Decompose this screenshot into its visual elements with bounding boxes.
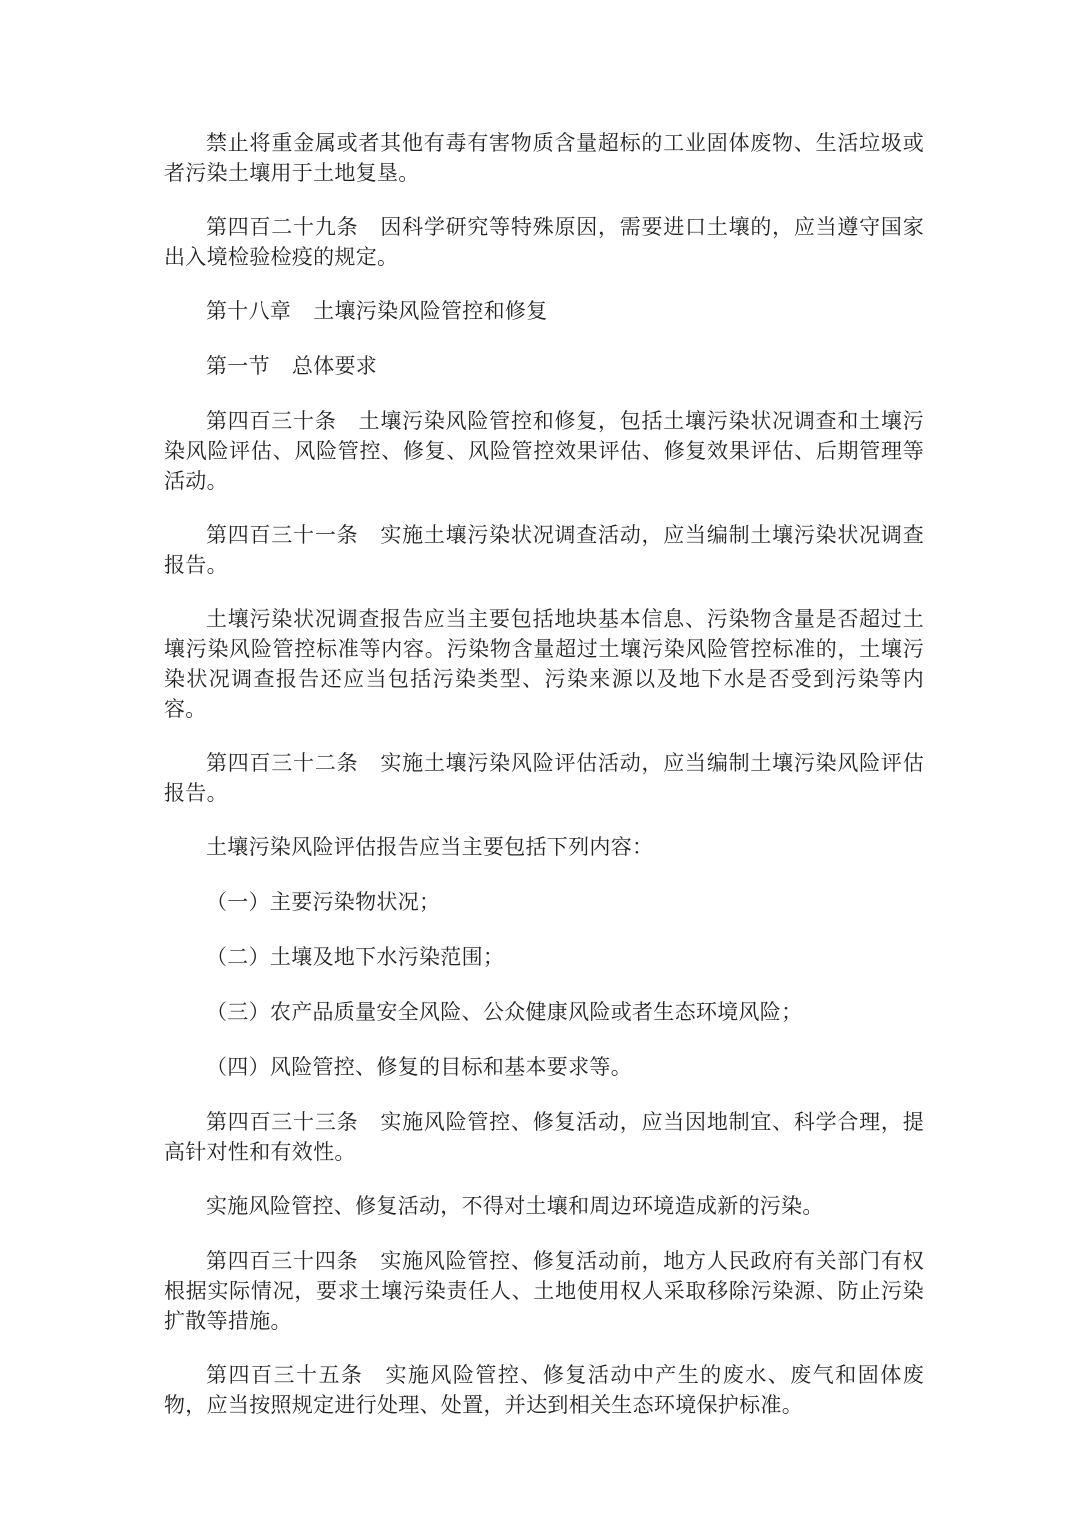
article-text: 实施风险管控、修复活动前，地方人民政府有关部门有权根据实际情况，要求土壤污染责任人、土地使用权人采取移除污染源、防止污染扩散等措施。 (164, 1249, 924, 1333)
article-number: 第四百三十三条 (206, 1110, 359, 1134)
document-page (164, 128, 924, 1444)
article-430 (164, 406, 924, 496)
list-item (164, 1052, 924, 1082)
article-number: 第四百三十五条 (206, 1363, 364, 1387)
article-433 (164, 1107, 924, 1167)
article-text: 实施土壤污染风险评估活动，应当编制土壤污染风险评估报告。 (164, 751, 924, 805)
list-item (164, 942, 924, 972)
list-item-text: （三）农产品质量安全风险、公众健康风险或者生态环境风险； (206, 1000, 803, 1024)
paragraph (164, 604, 924, 724)
chapter-title: 土壤污染风险管控和修复 (313, 299, 548, 323)
article-429 (164, 212, 924, 272)
paragraph (164, 128, 924, 188)
paragraph (164, 1191, 924, 1221)
article-text: 实施土壤污染状况调查活动，应当编制土壤污染状况调查报告。 (164, 523, 924, 577)
list-item-text: （一）主要污染物状况； (206, 890, 441, 914)
article-number: 第四百二十九条 (206, 215, 359, 239)
article-434 (164, 1246, 924, 1336)
article-number: 第四百三十条 (206, 409, 337, 433)
article-435 (164, 1360, 924, 1420)
chapter-number: 第十八章 (206, 299, 292, 323)
list-item (164, 887, 924, 917)
section-number: 第一节 (206, 354, 270, 378)
section-title: 总体要求 (291, 354, 378, 378)
list-item (164, 997, 924, 1027)
article-text: 实施风险管控、修复活动中产生的废水、废气和固体废物，应当按照规定进行处理、处置，并达到相关生态环境保护标准。 (164, 1363, 924, 1417)
article-432 (164, 748, 924, 808)
paragraph-text: 土壤污染状况调查报告应当主要包括地块基本信息、污染物含量是否超过土壤污染风险管控标准等内容。污染物含量超过土壤污染风险管控标准的，土壤污染状况调查报告还应当包括污染类型、污染来源以及地下水是否受到污染等内容。 (164, 607, 924, 721)
article-number: 第四百三十二条 (206, 751, 359, 775)
chapter-heading (164, 296, 924, 326)
article-431 (164, 520, 924, 580)
article-number: 第四百三十一条 (206, 523, 359, 547)
article-text: 实施风险管控、修复活动，应当因地制宜、科学合理，提高针对性和有效性。 (164, 1110, 924, 1164)
paragraph-text: 实施风险管控、修复活动，不得对土壤和周边环境造成新的污染。 (206, 1194, 824, 1218)
article-number: 第四百三十四条 (206, 1249, 359, 1273)
section-heading (164, 351, 924, 381)
paragraph-text: 土壤污染风险评估报告应当主要包括下列内容： (206, 835, 654, 859)
article-text: 因科学研究等特殊原因，需要进口土壤的，应当遵守国家出入境检验检疫的规定。 (164, 215, 924, 269)
paragraph (164, 832, 924, 862)
list-item-text: （四）风险管控、修复的目标和基本要求等。 (206, 1055, 632, 1079)
article-text: 土壤污染风险管控和修复，包括土壤污染状况调查和土壤污染风险评估、风险管控、修复、风险管控效果评估、修复效果评估、后期管理等活动。 (164, 409, 924, 493)
paragraph-text: 禁止将重金属或者其他有毒有害物质含量超标的工业固体废物、生活垃圾或者污染土壤用于土地复垦。 (164, 131, 924, 185)
list-item-text: （二）土壤及地下水污染范围； (206, 945, 505, 969)
